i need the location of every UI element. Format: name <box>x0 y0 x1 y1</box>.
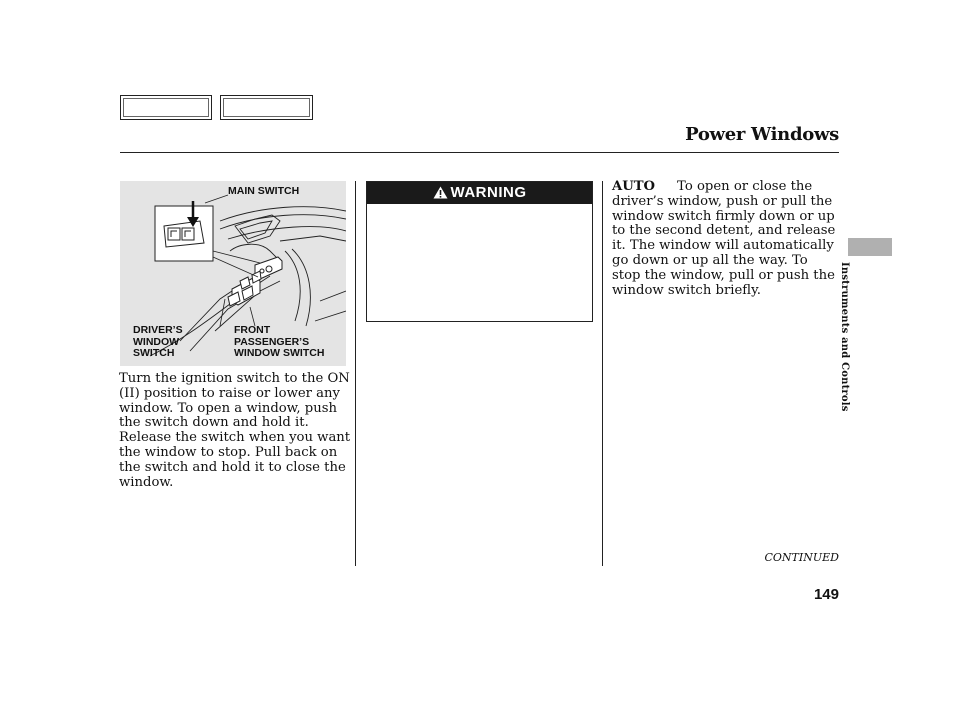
nav-button-next[interactable] <box>220 95 313 120</box>
window-switch-illustration <box>120 181 346 366</box>
warning-triangle-icon <box>433 186 448 199</box>
page-title: Power Windows <box>685 124 839 145</box>
column-divider <box>355 181 356 566</box>
continued-label: CONTINUED <box>764 551 839 564</box>
warning-header <box>367 182 592 204</box>
warning-box <box>366 181 593 322</box>
warning-title: WARNING <box>450 184 527 201</box>
auto-description: To open or close the driver’s window, push or pull the window switch firmly down or up to the second detent, and release it. The window will automatically go down or up all the way. To stop the window, pull or push the window switch briefly. <box>612 179 836 298</box>
front-passengers-window-switch-label: FRONT PASSENGER’S WINDOW SWITCH <box>234 324 325 359</box>
auto-label: AUTO <box>612 179 656 194</box>
auto-feature-paragraph <box>612 180 838 298</box>
section-tab-label: Instruments and Controls <box>839 262 850 412</box>
nav-button-frame <box>223 98 310 117</box>
title-divider <box>120 152 839 153</box>
column-divider <box>602 181 603 566</box>
intro-paragraph: Turn the ignition switch to the ON (II) position to raise or lower any window. To open a window, push the switch down and hold it. Release the switch when you want the window to stop. Pull back on the switch and hold it to close the window. <box>119 371 351 490</box>
main-switch-label: MAIN SWITCH <box>228 185 300 197</box>
section-tab-marker <box>848 238 892 256</box>
nav-button-frame <box>123 98 209 117</box>
page-number: 149 <box>813 586 839 603</box>
drivers-window-switch-label: DRIVER’S WINDOW SWITCH <box>133 324 183 359</box>
nav-button-previous[interactable] <box>120 95 212 120</box>
section-tab-label-area <box>839 262 862 412</box>
